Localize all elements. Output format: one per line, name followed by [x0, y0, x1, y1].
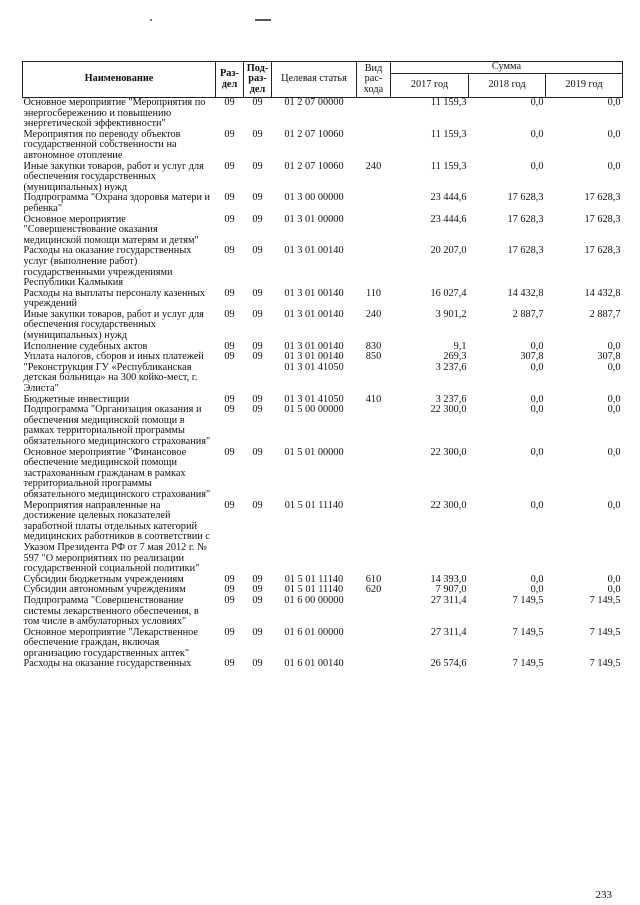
table-row	[23, 405, 623, 447]
cell-podrazdel: 09	[252, 192, 263, 204]
table-row	[23, 448, 623, 501]
cell-podrazdel: 09	[252, 499, 263, 511]
cell-sum-2018: 0,0	[530, 160, 544, 172]
cell-sum-2019: 17 628,3	[584, 213, 621, 225]
cell-podrazdel: 09	[252, 351, 263, 363]
table-row	[23, 363, 623, 395]
cell-sum-2018: 7 149,5	[512, 594, 544, 606]
cell-name: "Реконструкция ГУ «Республиканская детская больница» на 300 койко-мест, г. Элиста"	[23, 361, 198, 395]
cell-sum-2018: 0,0	[530, 393, 544, 405]
cell-name: Расходы на оказание государственных услуг (выполнение работ) государственными учреждениями Республики Калмыкия	[23, 245, 192, 289]
cell-razdel: 09	[224, 658, 235, 670]
cell-target: 01 3 00 00000	[284, 192, 344, 204]
cell-target: 01 3 01 00140	[284, 308, 344, 320]
cell-sum-2019: 0,0	[607, 584, 621, 596]
cell-sum-2019: 0,0	[607, 160, 621, 172]
table-row	[23, 215, 623, 247]
cell-vid: 240	[365, 160, 382, 172]
cell-target: 01 2 07 10060	[284, 160, 344, 172]
cell-target: 01 5 01 00000	[284, 446, 344, 458]
cell-podrazdel: 09	[252, 658, 263, 670]
cell-sum-2018: 0,0	[530, 573, 544, 585]
cell-razdel: 09	[224, 499, 235, 511]
cell-target: 01 3 01 00140	[284, 245, 344, 257]
cell-sum-2018: 7 149,5	[512, 626, 544, 638]
cell-podrazdel: 09	[252, 573, 263, 585]
cell-name: Субсидии бюджетным учреждениям	[23, 573, 184, 585]
cell-target: 01 3 01 00000	[284, 213, 344, 225]
cell-vid: 850	[365, 351, 382, 363]
cell-sum-2018: 0,0	[530, 128, 544, 140]
cell-razdel: 09	[224, 213, 235, 225]
cell-sum-2017: 11 159,3	[430, 160, 467, 172]
cell-name: Мероприятия направленные на достижение целевых показателей заработной платы отдельных категорий медицинских работников в соответствии с Указом Президента РФ от 7 мая 2012 г. № 597 "О мероприятиях по реализации государственной социальной политики"	[23, 499, 210, 575]
cell-sum-2018: 0,0	[530, 97, 544, 108]
page-number: 233	[595, 889, 612, 901]
cell-vid: 110	[365, 287, 382, 299]
cell-razdel: 09	[224, 404, 235, 416]
cell-razdel	[216, 363, 244, 395]
cell-sum-2018: 17 628,3	[507, 192, 544, 204]
cell-razdel: 09	[224, 573, 235, 585]
cell-vid: 610	[365, 573, 382, 585]
cell-vid	[357, 363, 391, 395]
cell-podrazdel: 09	[252, 160, 263, 172]
cell-razdel: 09	[224, 97, 235, 108]
cell-razdel: 09	[224, 584, 235, 596]
cell-target: 01 5 01 11140	[284, 573, 344, 585]
cell-sum-2017: 27 311,4	[430, 626, 467, 638]
table-row	[23, 130, 623, 162]
cell-sum-2017: 3 237,6	[435, 361, 467, 373]
cell-podrazdel: 09	[252, 594, 263, 606]
cell-vid	[357, 448, 391, 501]
cell-sum-2017: 22 300,0	[430, 446, 467, 458]
cell-sum-2019: 7 149,5	[589, 658, 621, 670]
table-body	[23, 98, 623, 671]
cell-name: Субсидии автономным учреждениям	[23, 584, 186, 596]
cell-razdel: 09	[224, 351, 235, 363]
cell-vid	[357, 501, 391, 575]
cell-vid: 410	[365, 393, 382, 405]
cell-razdel: 09	[224, 446, 235, 458]
cell-vid	[357, 246, 391, 288]
cell-sum-2019: 0,0	[607, 340, 621, 352]
cell-razdel: 09	[224, 128, 235, 140]
cell-name: Подпрограмма "Совершенствование системы лекарственного обеспечения, в том числе в амбулаторных условиях"	[23, 594, 199, 628]
cell-name: Расходы на оказание государственных	[23, 658, 192, 670]
cell-razdel: 09	[224, 160, 235, 172]
cell-target: 01 3 01 41050	[284, 361, 344, 373]
cell-sum-2017: 11 159,3	[430, 128, 467, 140]
cell-sum-2018: 7 149,5	[512, 658, 544, 670]
cell-sum-2017: 11 159,3	[430, 97, 467, 108]
cell-target: 01 5 00 00000	[284, 404, 344, 416]
cell-sum-2017: 3 901,2	[435, 308, 467, 320]
table-row	[23, 162, 623, 194]
cell-razdel: 09	[224, 594, 235, 606]
cell-sum-2017: 26 574,6	[430, 658, 467, 670]
cell-target: 01 2 07 10060	[284, 128, 344, 140]
scan-mark	[255, 19, 271, 21]
cell-podrazdel: 09	[252, 584, 263, 596]
cell-podrazdel: 09	[252, 446, 263, 458]
cell-podrazdel: 09	[252, 626, 263, 638]
cell-vid	[357, 98, 391, 130]
cell-podrazdel: 09	[252, 404, 263, 416]
cell-target: 01 3 01 00140	[284, 340, 344, 352]
cell-razdel: 09	[224, 245, 235, 257]
cell-target: 01 3 01 00140	[284, 287, 344, 299]
cell-target: 01 5 01 11140	[284, 499, 344, 511]
cell-podrazdel: 09	[252, 340, 263, 352]
cell-name: Основное мероприятие "Лекарственное обеспечение граждан, включая организацию государственных аптек"	[23, 626, 198, 659]
cell-vid	[357, 193, 391, 214]
cell-sum-2017: 16 027,4	[430, 287, 467, 299]
cell-sum-2018: 0,0	[530, 340, 544, 352]
header-year-2019: 2019 год	[546, 74, 623, 98]
cell-sum-2017: 22 300,0	[430, 404, 467, 416]
cell-sum-2019: 0,0	[607, 361, 621, 373]
cell-sum-2017: 7 907,0	[435, 584, 467, 596]
table-header	[23, 62, 623, 98]
table-row	[23, 501, 623, 575]
cell-name: Мероприятия по переводу объектов государственной собственности на автономное отопление	[23, 128, 181, 161]
cell-vid	[357, 628, 391, 660]
cell-vid: 620	[365, 584, 382, 596]
header-podrazdel: Под- раз- дел	[244, 62, 272, 98]
cell-name: Основное мероприятие "Мероприятия по энергосбережению и повышению энергетической эффективности"	[23, 97, 206, 130]
cell-sum-2017: 23 444,6	[430, 192, 467, 204]
cell-target: 01 6 01 00140	[284, 658, 344, 670]
cell-sum-2019: 17 628,3	[584, 245, 621, 257]
cell-sum-2019: 0,0	[607, 128, 621, 140]
table-row	[23, 310, 623, 342]
cell-sum-2019: 7 149,5	[589, 594, 621, 606]
cell-target: 01 2 07 00000	[284, 97, 344, 108]
budget-table	[22, 61, 623, 670]
cell-sum-2019: 14 432,8	[584, 287, 621, 299]
cell-name: Подпрограмма "Охрана здоровья матери и ребенка"	[23, 192, 211, 214]
cell-name: Иные закупки товаров, работ и услуг для обеспечения государственных (муниципальных) нужд	[23, 308, 204, 342]
cell-sum-2018: 0,0	[530, 584, 544, 596]
header-name: Наименование	[23, 62, 216, 98]
cell-sum-2018: 17 628,3	[507, 213, 544, 225]
cell-podrazdel: 09	[252, 393, 263, 405]
cell-sum-2019: 0,0	[607, 446, 621, 458]
cell-vid	[357, 659, 391, 670]
cell-sum-2017: 27 311,4	[430, 594, 467, 606]
cell-sum-2019: 0,0	[607, 393, 621, 405]
cell-sum-2018: 17 628,3	[507, 245, 544, 257]
cell-sum-2018: 307,8	[520, 351, 544, 363]
cell-vid: 830	[365, 340, 382, 352]
scan-speck	[150, 19, 152, 21]
cell-target: 01 6 01 00000	[284, 626, 344, 638]
table-row	[23, 289, 623, 310]
header-year-2018: 2018 год	[469, 74, 546, 98]
cell-sum-2017: 9,1	[453, 340, 467, 352]
cell-vid: 240	[365, 308, 382, 320]
table-row	[23, 659, 623, 670]
header-vid: Вид рас- хода	[357, 62, 391, 98]
cell-sum-2019: 17 628,3	[584, 192, 621, 204]
cell-name: Основное мероприятие "Финансовое обеспечение медицинской помощи застрахованным гражданам в рамках территориальной программы обязательного медицинского страхования"	[23, 446, 211, 500]
cell-sum-2018: 0,0	[530, 361, 544, 373]
cell-target: 01 3 01 00140	[284, 351, 344, 363]
cell-sum-2017: 269,3	[443, 351, 467, 363]
cell-sum-2017: 22 300,0	[430, 499, 467, 511]
cell-razdel: 09	[224, 626, 235, 638]
cell-name: Расходы на выплаты персоналу казенных учреждений	[23, 287, 206, 310]
cell-target: 01 3 01 41050	[284, 393, 344, 405]
cell-name: Бюджетные инвестиции	[23, 393, 130, 405]
cell-razdel: 09	[224, 192, 235, 204]
cell-sum-2017: 23 444,6	[430, 213, 467, 225]
cell-sum-2019: 0,0	[607, 499, 621, 511]
cell-vid	[357, 596, 391, 628]
cell-vid	[357, 130, 391, 162]
cell-razdel: 09	[224, 393, 235, 405]
cell-razdel: 09	[224, 340, 235, 352]
cell-sum-2019: 7 149,5	[589, 626, 621, 638]
table-row	[23, 98, 623, 130]
cell-podrazdel: 09	[252, 97, 263, 108]
cell-podrazdel: 09	[252, 128, 263, 140]
header-razdel: Раз- дел	[216, 62, 244, 98]
cell-sum-2019: 2 887,7	[589, 308, 621, 320]
header-target: Целевая статья	[272, 62, 357, 98]
cell-name: Уплата налогов, сборов и иных платежей	[23, 351, 204, 363]
cell-sum-2018: 0,0	[530, 446, 544, 458]
cell-razdel: 09	[224, 287, 235, 299]
cell-name: Основное мероприятие "Совершенствование оказания медицинской помощи матерям и детям"	[23, 213, 199, 246]
cell-sum-2017: 3 237,6	[435, 393, 467, 405]
table-row	[23, 596, 623, 628]
cell-sum-2019: 307,8	[597, 351, 621, 363]
cell-podrazdel: 09	[252, 287, 263, 299]
cell-podrazdel: 09	[252, 213, 263, 225]
cell-sum-2017: 14 393,0	[430, 573, 467, 585]
cell-sum-2019: 0,0	[607, 97, 621, 108]
cell-vid	[357, 215, 391, 247]
cell-sum-2019: 0,0	[607, 404, 621, 416]
cell-sum-2018: 0,0	[530, 404, 544, 416]
cell-sum-2018: 2 887,7	[512, 308, 544, 320]
cell-name: Подпрограмма "Организация оказания и обеспечения медицинской помощи в рамках территориальной программы обязательного медицинского страхования"	[23, 404, 211, 447]
cell-target: 01 5 01 11140	[284, 584, 344, 596]
table-row	[23, 628, 623, 660]
header-sum: Сумма	[391, 62, 623, 74]
cell-podrazdel: 09	[252, 245, 263, 257]
cell-target: 01 6 00 00000	[284, 594, 344, 606]
cell-sum-2018: 0,0	[530, 499, 544, 511]
cell-name: Иные закупки товаров, работ и услуг для обеспечения государственных (муниципальных) нужд	[23, 160, 204, 193]
cell-sum-2017: 20 207,0	[430, 245, 467, 257]
cell-sum-2019: 0,0	[607, 573, 621, 585]
cell-podrazdel	[244, 363, 272, 395]
header-year-2017: 2017 год	[391, 74, 469, 98]
cell-vid	[357, 405, 391, 447]
cell-sum-2018: 14 432,8	[507, 287, 544, 299]
table-row	[23, 246, 623, 288]
table-row	[23, 193, 623, 214]
cell-name: Исполнение судебных актов	[23, 340, 148, 352]
cell-razdel: 09	[224, 308, 235, 320]
cell-podrazdel: 09	[252, 308, 263, 320]
